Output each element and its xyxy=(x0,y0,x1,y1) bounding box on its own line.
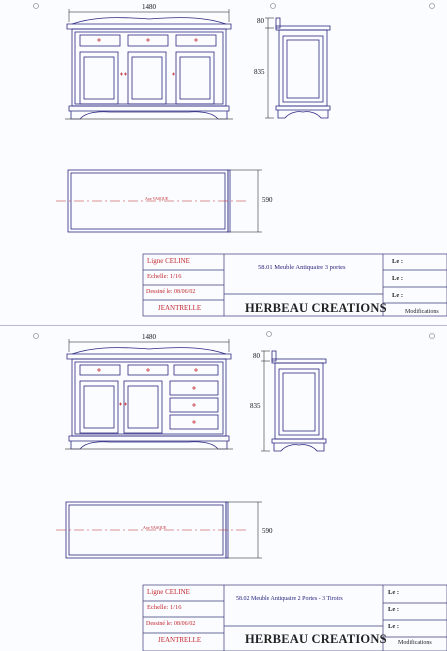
punch-hole xyxy=(271,4,276,9)
depth-dimension: 590 xyxy=(262,527,273,535)
side-elevation xyxy=(265,18,330,118)
drawing-sheet-2 xyxy=(0,325,447,651)
width-dimension: 1480 xyxy=(142,333,156,341)
revision-le-1: Le : xyxy=(392,258,404,265)
company-name: HERBEAU CREATIONS xyxy=(245,632,387,646)
punch-hole xyxy=(430,334,435,339)
scale: Echelle: 1/16 xyxy=(147,604,182,611)
width-dimension: 1480 xyxy=(142,3,156,11)
punch-hole xyxy=(34,4,39,9)
top-height-dimension: 80 xyxy=(257,17,264,25)
modifications-label: Modifications xyxy=(405,309,439,315)
revision-le-3: Le : xyxy=(388,623,400,630)
revision-le-3: Le : xyxy=(392,292,404,299)
modifications-label: Modifications xyxy=(398,640,432,646)
front-elevation xyxy=(65,9,233,119)
drawing-reference: 58.02 Meuble Antiquaire 2 Portes - 3 Tiroirs xyxy=(236,596,343,602)
drawing-reference: 58.01 Meuble Antiquaire 3 portes xyxy=(258,264,346,271)
axis-label: Axe VASQUE xyxy=(143,525,167,530)
drawn-date: Dessiné le: 08/06/02 xyxy=(146,621,196,627)
depth-dimension: 590 xyxy=(262,196,273,204)
sheet-1-drawing xyxy=(0,0,447,325)
plan-view xyxy=(56,502,262,558)
punch-hole xyxy=(267,332,272,337)
sheet-2-drawing xyxy=(0,326,447,651)
front-elevation xyxy=(65,339,233,449)
revision-le-2: Le : xyxy=(392,275,404,282)
punch-hole xyxy=(430,4,435,9)
designer: JEANTRELLE xyxy=(158,636,202,644)
punch-hole xyxy=(34,334,39,339)
revision-le-1: Le : xyxy=(388,589,400,596)
designer: JEANTRELLE xyxy=(158,304,202,312)
scale: Echelle: 1/16 xyxy=(147,273,182,280)
drawing-sheet-1 xyxy=(0,0,447,325)
top-height-dimension: 80 xyxy=(253,352,260,360)
drawn-date: Dessiné le: 08/06/02 xyxy=(146,289,196,295)
company-name: HERBEAU CREATIONS xyxy=(245,301,387,315)
line-name: Ligne CELINE xyxy=(147,257,190,265)
height-dimension: 835 xyxy=(254,68,265,76)
revision-le-2: Le : xyxy=(388,606,400,613)
axis-label: Axe VASQUE xyxy=(145,196,169,201)
height-dimension: 835 xyxy=(250,402,261,410)
plan-view xyxy=(56,170,262,232)
side-elevation xyxy=(261,351,326,451)
line-name: Ligne CELINE xyxy=(147,588,190,596)
